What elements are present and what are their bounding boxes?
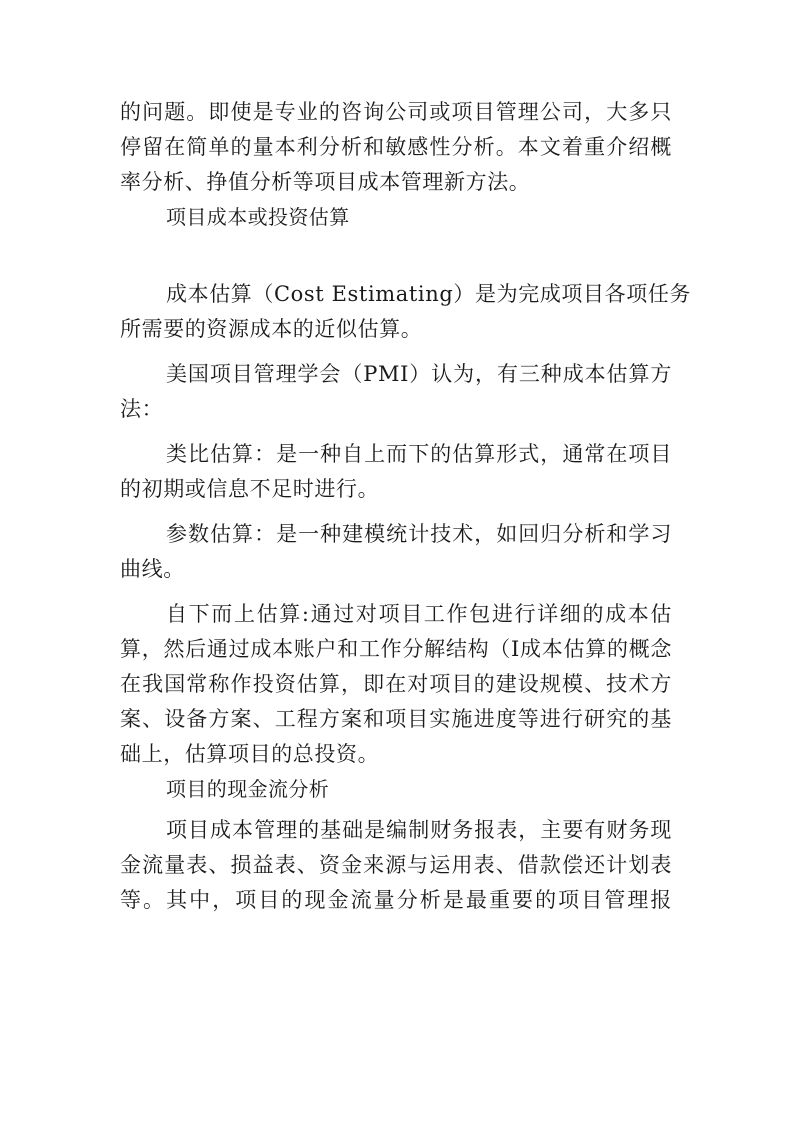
paragraph-cash-flow [120, 813, 672, 918]
text-line: 美国项目管理学会（PMI）认为，有三种成本估算方 [166, 362, 672, 386]
text-line: 所需要的资源成本的近似估算。 [120, 317, 423, 341]
text-line: 率分析、挣值分析等项目成本管理新方法。 [120, 170, 531, 194]
paragraph-parametric-estimate [120, 517, 672, 587]
paragraph-cost-estimating [120, 277, 692, 347]
section-heading-cash-flow: 项目的现金流分析 [166, 777, 330, 801]
text-line: 的问题。即使是专业的咨询公司或项目管理公司，大多只 [120, 100, 672, 124]
text-line: 自下而上估算:通过对项目工作包进行详细的成本估 [166, 602, 672, 626]
text-line: 法： [120, 397, 164, 421]
text-line: 的初期或信息不足时进行。 [120, 477, 380, 501]
text-line: 成本估算（Cost Estimating）是为完成项目各项任务 [166, 282, 692, 306]
text-line: 算，然后通过成本账户和工作分解结构（I成本估算的概念 [120, 637, 672, 661]
document-page [120, 95, 692, 918]
section-heading-cost-estimate: 项目成本或投资估算 [166, 205, 350, 229]
paragraph-pmi [120, 357, 672, 427]
text-line: 停留在简单的量本利分析和敏感性分析。本文着重介绍概 [120, 135, 672, 159]
text-line: 金流量表、损益表、资金来源与运用表、借款偿还计划表 [120, 853, 672, 877]
text-line: 曲线。 [120, 557, 185, 581]
text-line: 项目成本管理的基础是编制财务报表，主要有财务现 [166, 818, 672, 842]
text-line: 类比估算：是一种自上而下的估算形式，通常在项目 [166, 442, 672, 466]
spacer [120, 235, 672, 277]
text-line: 等。其中，项目的现金流量分析是最重要的项目管理报 [120, 888, 672, 912]
text-line: 案、设备方案、工程方案和项目实施进度等进行研究的基 [120, 707, 672, 731]
paragraph-bottom-up-estimate [120, 597, 672, 772]
paragraph-intro-continuation [120, 95, 672, 200]
paragraph-analogous-estimate [120, 437, 672, 507]
text-line: 在我国常称作投资估算，即在对项目的建设规模、技术方 [120, 672, 672, 696]
text-line: 础上，估算项目的总投资。 [120, 742, 380, 766]
text-line: 参数估算：是一种建模统计技术，如回归分析和学习 [166, 522, 672, 546]
